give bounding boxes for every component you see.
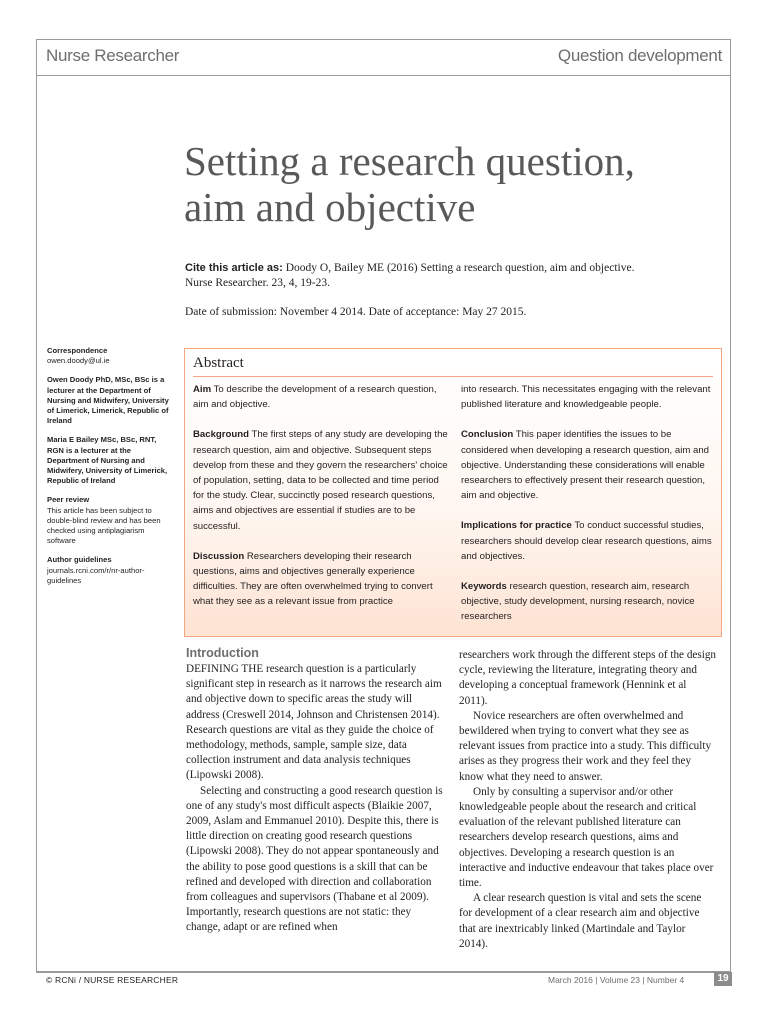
guidelines-url[interactable]: journals.rcni.com/r/nr-author-guidelines xyxy=(47,565,145,585)
abstract-title: Abstract xyxy=(193,355,244,371)
sidebar xyxy=(47,346,173,595)
body-paragraph: Selecting and constructing a good research question is one of any study's most difficult aspects (Blaikie 2007, 2009, Aslam and Emmanuel 2010). Despite this, there is little direction on creating good research questions (Lipowski 2008). They do not appear spontaneously and the ability to pose good questions is a skill that can be refined and developed with direction and collaboration from colleagues and supervisors (Thabane et al 2009). Importantly, research questions are not static: they change, adapt or are refined when xyxy=(186,784,443,934)
body-paragraph: DEFINING THE research question is a particularly significant step in research as it narrows the research aim and objective down to specific areas the study will address (Creswell 2014, Johnson and Christensen 2014). Research questions are vital as they guide the choice of methodology, methods, sample, sample size, data collection instrument and data analysis techniques (Lipowski 2008). xyxy=(186,663,442,782)
citation xyxy=(185,261,705,291)
peer-review-text: This article has been subject to double-blind review and has been checked using antiplagiarism software xyxy=(47,505,161,546)
title-line-2: aim and objective xyxy=(184,184,476,230)
header-divider xyxy=(36,75,731,76)
aim-label: Aim xyxy=(193,384,212,395)
author-1-bio: Owen Doody PhD, MSc, BSc is a lecturer at the Department of Nursing and Midwifery, University of Limerick, Limerick, Republic of Ireland xyxy=(47,375,169,426)
correspondence-email[interactable]: owen.doody@ul.ie xyxy=(47,356,110,366)
cite-text: Doody O, Bailey ME (2016) Setting a research question, aim and objective. xyxy=(285,262,635,274)
footer-issue-info: March 2016 | Volume 23 | Number 4 xyxy=(548,975,685,985)
guidelines-label: Author guidelines xyxy=(47,555,112,565)
peer-review-block xyxy=(47,495,173,546)
implications-text: To conduct successful studies, researchers should develop clear research questions, aims and objectives. xyxy=(461,520,712,562)
title-line-1: Setting a research question, xyxy=(184,138,635,184)
author-2-bio: Maria E Bailey MSc, BSc, RNT, RGN is a lecturer at the Department of Nursing and Midwifery, University of Limerick, Republic of Ireland xyxy=(47,435,168,486)
body-left-column xyxy=(186,662,444,936)
footer-divider xyxy=(36,972,731,973)
abstract-divider xyxy=(193,376,713,377)
correspondence-block xyxy=(47,346,173,366)
conclusion-label: Conclusion xyxy=(461,429,514,441)
guidelines-block xyxy=(47,555,173,586)
abstract-conclusion xyxy=(461,427,719,503)
discussion-text: Researchers developing their research questions, aims and objectives generally experience difficulties. They are often overwhelmed trying to convert what they see as a relevant issue from practice xyxy=(193,550,433,608)
abstract-aim xyxy=(193,382,451,412)
section-name: Question development xyxy=(557,46,722,65)
background-label: Background xyxy=(193,429,249,441)
abstract-discussion xyxy=(193,549,451,610)
keywords-text: research question, research aim, research objective, study development, nursing research, novice researchers xyxy=(461,581,695,623)
abstract-implications xyxy=(461,518,719,564)
abstract-left-column xyxy=(193,382,451,625)
abstract-discussion-cont: into research. This necessitates engaging with the relevant published literature and knowledgeable people. xyxy=(461,384,711,411)
background-text: The first steps of any study are developing the research question, aim and objective. Subsequent steps develop from these and they govern the researchers' choice of population, setting, data to be collected and time period for the study. Clear, succinctly posed research questions, aims and objectives are essential if studies are to be successful. xyxy=(193,429,448,532)
discussion-label: Discussion xyxy=(193,550,245,562)
abstract-right-column xyxy=(461,382,719,640)
aim-text: To describe the development of a research question, aim and objective. xyxy=(193,384,437,411)
cite-text-2: Nurse Researcher. 23, 4, 19-23. xyxy=(185,277,330,289)
abstract-box xyxy=(184,348,722,637)
conclusion-text: This paper identifies the issues to be considered when developing a research question, aim and objective. Understanding these considerations will enable researchers to effectively present their research question, aim and objective. xyxy=(461,429,709,502)
abstract-background xyxy=(193,427,451,533)
body-paragraph: A clear research question is vital and sets the scene for development of a clear research aim and objective that are inextricably linked (Martindale and Taylor 2014). xyxy=(459,892,702,950)
body-paragraph: Novice researchers are often overwhelmed and bewildered when trying to convert what they see as relevant issues from practice into a study. This difficulty arises as they progress their work and they feel they know what they need to answer. xyxy=(459,709,712,783)
body-paragraph: researchers work through the different steps of the design cycle, reviewing the literature, integrating theory and developing a conceptual framework (Hennink et al 2011). xyxy=(459,649,717,707)
keywords-label: Keywords xyxy=(461,581,507,593)
submission-dates: Date of submission: November 4 2014. Date of acceptance: May 27 2015. xyxy=(185,306,527,318)
body-right-column xyxy=(459,648,717,952)
page-number: 19 xyxy=(714,972,732,986)
body-paragraph: Only by consulting a supervisor and/or other knowledgeable people about the research and critical evaluation of the relevant published literature can researchers develop research questions, aims and objectives. Developing a research question is an interactive and inductive endeavour that takes place over time. xyxy=(459,785,714,890)
peer-review-label: Peer review xyxy=(47,495,90,505)
implications-label: Implications for practice xyxy=(461,520,572,532)
cite-label: Cite this article as: xyxy=(185,262,283,274)
footer-copyright: © RCNi / NURSE RESEARCHER xyxy=(46,975,179,985)
abstract-keywords xyxy=(461,579,719,625)
journal-name: Nurse Researcher xyxy=(46,46,180,65)
article-title xyxy=(184,138,724,230)
correspondence-label: Correspondence xyxy=(47,346,108,355)
introduction-heading: Introduction xyxy=(186,646,259,660)
